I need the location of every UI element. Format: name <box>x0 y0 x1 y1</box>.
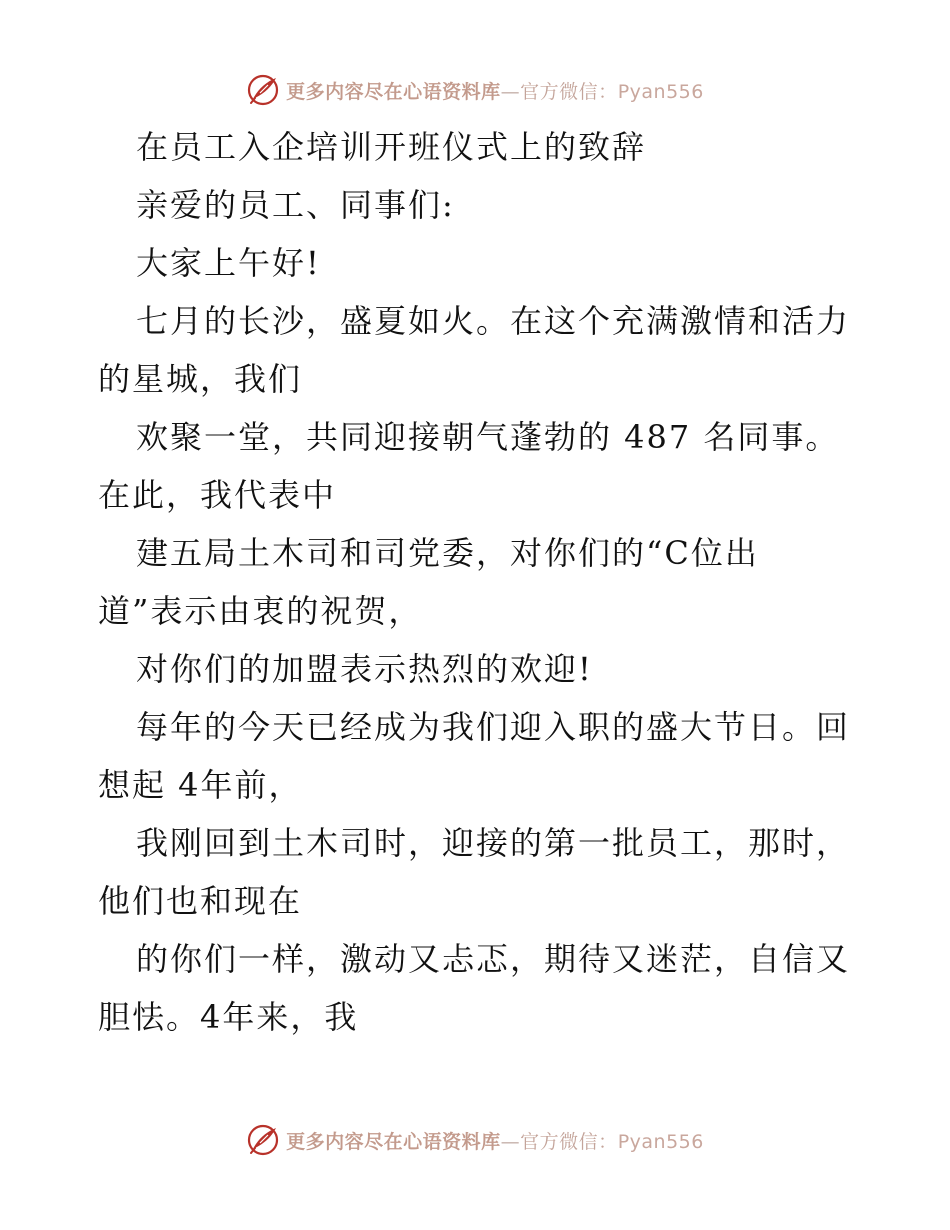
watermark-text <box>286 1127 704 1154</box>
paragraph-line: 的星城，我们 <box>98 360 303 398</box>
paragraph-line: 建五局土木司和司党委，对你们的“C位出 <box>136 534 759 572</box>
watermark-separator: — <box>500 1130 521 1153</box>
watermark-wechat-id: Pyan556 <box>617 80 704 103</box>
paragraph-line: 胆怯。4年来，我 <box>98 998 359 1036</box>
paragraph-line: 七月的长沙，盛夏如火。在这个充满激情和活力 <box>136 302 851 340</box>
header-watermark <box>0 70 950 110</box>
paragraph-line: 每年的今天已经成为我们迎入职的盛大节日。回 <box>136 708 851 746</box>
document-title: 在员工入企培训开班仪式上的致辞 <box>136 128 647 166</box>
quill-pen-logo-icon <box>246 73 280 107</box>
paragraph-line: 的你们一样，激动又忐忑，期待又迷茫，自信又 <box>136 940 851 978</box>
watermark-main: 更多内容尽在心语资料库 <box>286 80 501 103</box>
watermark-separator: — <box>500 80 521 103</box>
watermark-main: 更多内容尽在心语资料库 <box>286 1130 501 1153</box>
watermark-wechat-label: 官方微信： <box>520 80 618 103</box>
paragraph-line: 在此，我代表中 <box>98 476 337 514</box>
greeting: 大家上午好! <box>136 244 321 282</box>
paragraph-line: 对你们的加盟表示热烈的欢迎! <box>136 650 593 688</box>
quill-pen-logo-icon <box>246 1123 280 1157</box>
watermark-wechat-label: 官方微信： <box>520 1130 618 1153</box>
document-body <box>98 118 858 1046</box>
salutation: 亲爱的员工、同事们: <box>136 186 455 224</box>
paragraph-line: 我刚回到土木司时，迎接的第一批员工，那时， <box>136 824 851 862</box>
footer-watermark <box>0 1120 950 1160</box>
watermark-wechat-id: Pyan556 <box>617 1130 704 1153</box>
paragraph-line: 想起 4年前， <box>98 766 303 804</box>
paragraph-line: 道”表示由衷的祝贺， <box>98 592 423 630</box>
paragraph-line: 欢聚一堂，共同迎接朝气蓬勃的 487 名同事。 <box>136 418 840 456</box>
watermark-text <box>286 77 704 104</box>
paragraph-line: 他们也和现在 <box>98 882 303 920</box>
